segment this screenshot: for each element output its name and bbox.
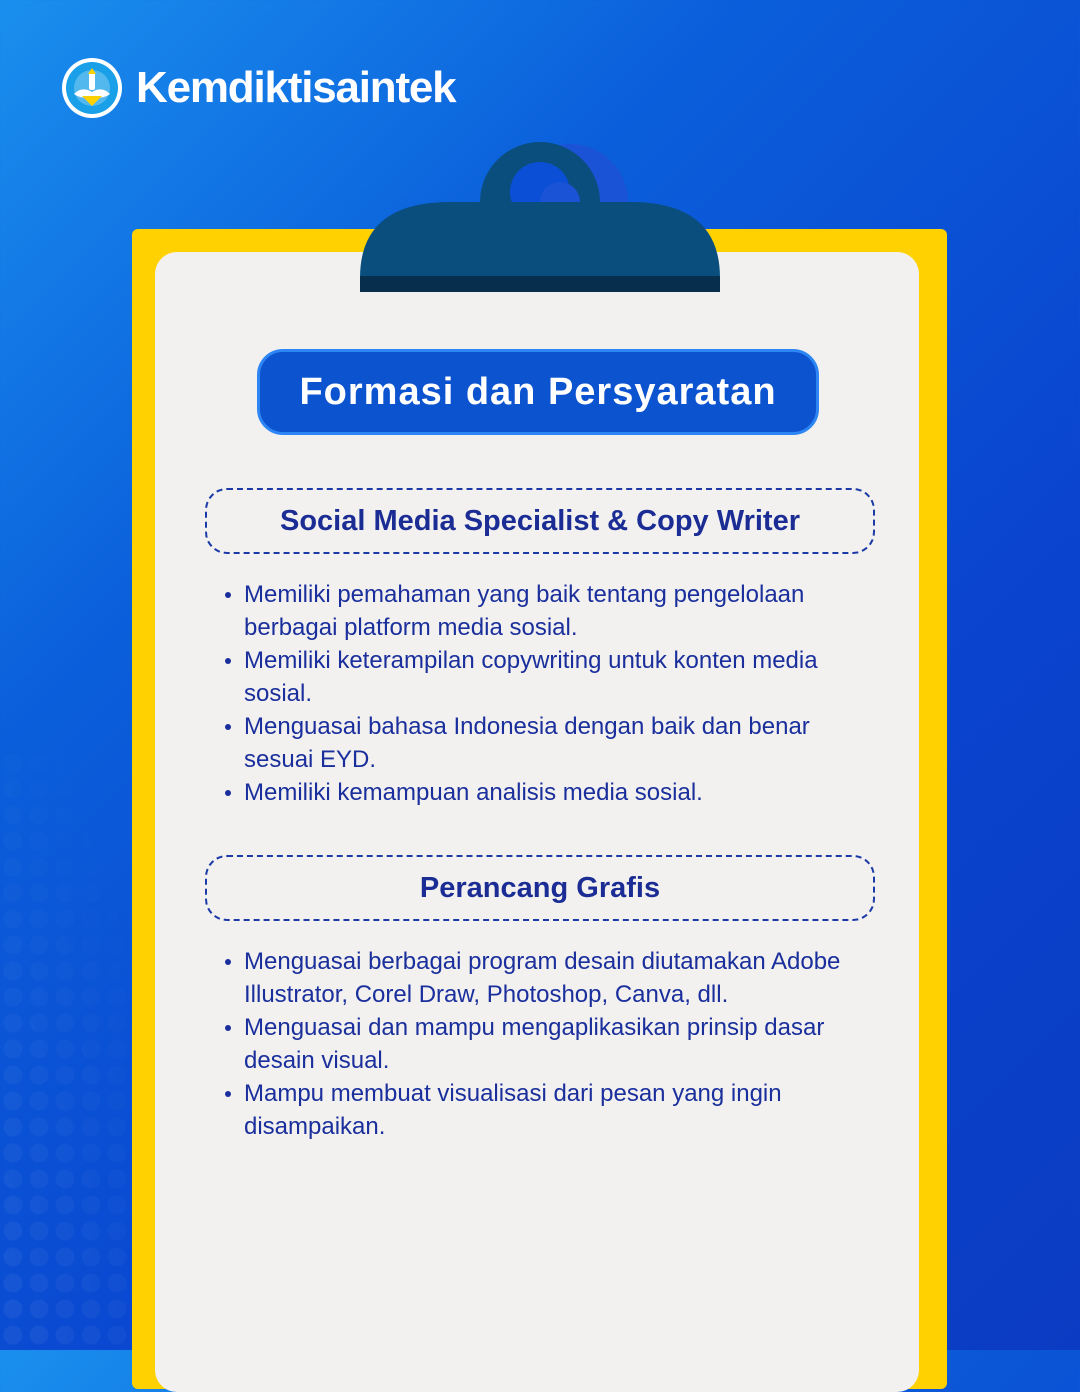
requirements-list-perancang-grafis <box>244 945 884 1143</box>
list-item: Memiliki kemampuan analisis media sosial. <box>244 776 884 809</box>
list-item: Menguasai dan mampu mengaplikasikan prinsip dasar desain visual. <box>244 1011 884 1077</box>
list-item: Memiliki keterampilan copywriting untuk konten media sosial. <box>244 644 884 710</box>
brand-header <box>60 56 455 120</box>
requirements-list-social-media <box>244 578 884 809</box>
section-heading-perancang-grafis: Perancang Grafis <box>205 855 875 921</box>
list-item: Menguasai bahasa Indonesia dengan baik dan benar sesuai EYD. <box>244 710 884 776</box>
clipboard-clip <box>360 140 720 292</box>
tut-wuri-handayani-icon <box>60 56 124 120</box>
list-item: Memiliki pemahaman yang baik tentang pengelolaan berbagai platform media sosial. <box>244 578 884 644</box>
list-item: Mampu membuat visualisasi dari pesan yang ingin disampaikan. <box>244 1077 884 1143</box>
brand-name: Kemdiktisaintek <box>136 63 456 112</box>
page-title: Formasi dan Persyaratan <box>257 349 819 435</box>
section-heading-social-media: Social Media Specialist & Copy Writer <box>205 488 875 554</box>
list-item: Menguasai berbagai program desain diutamakan Adobe Illustrator, Corel Draw, Photoshop, Canva, dll. <box>244 945 884 1011</box>
